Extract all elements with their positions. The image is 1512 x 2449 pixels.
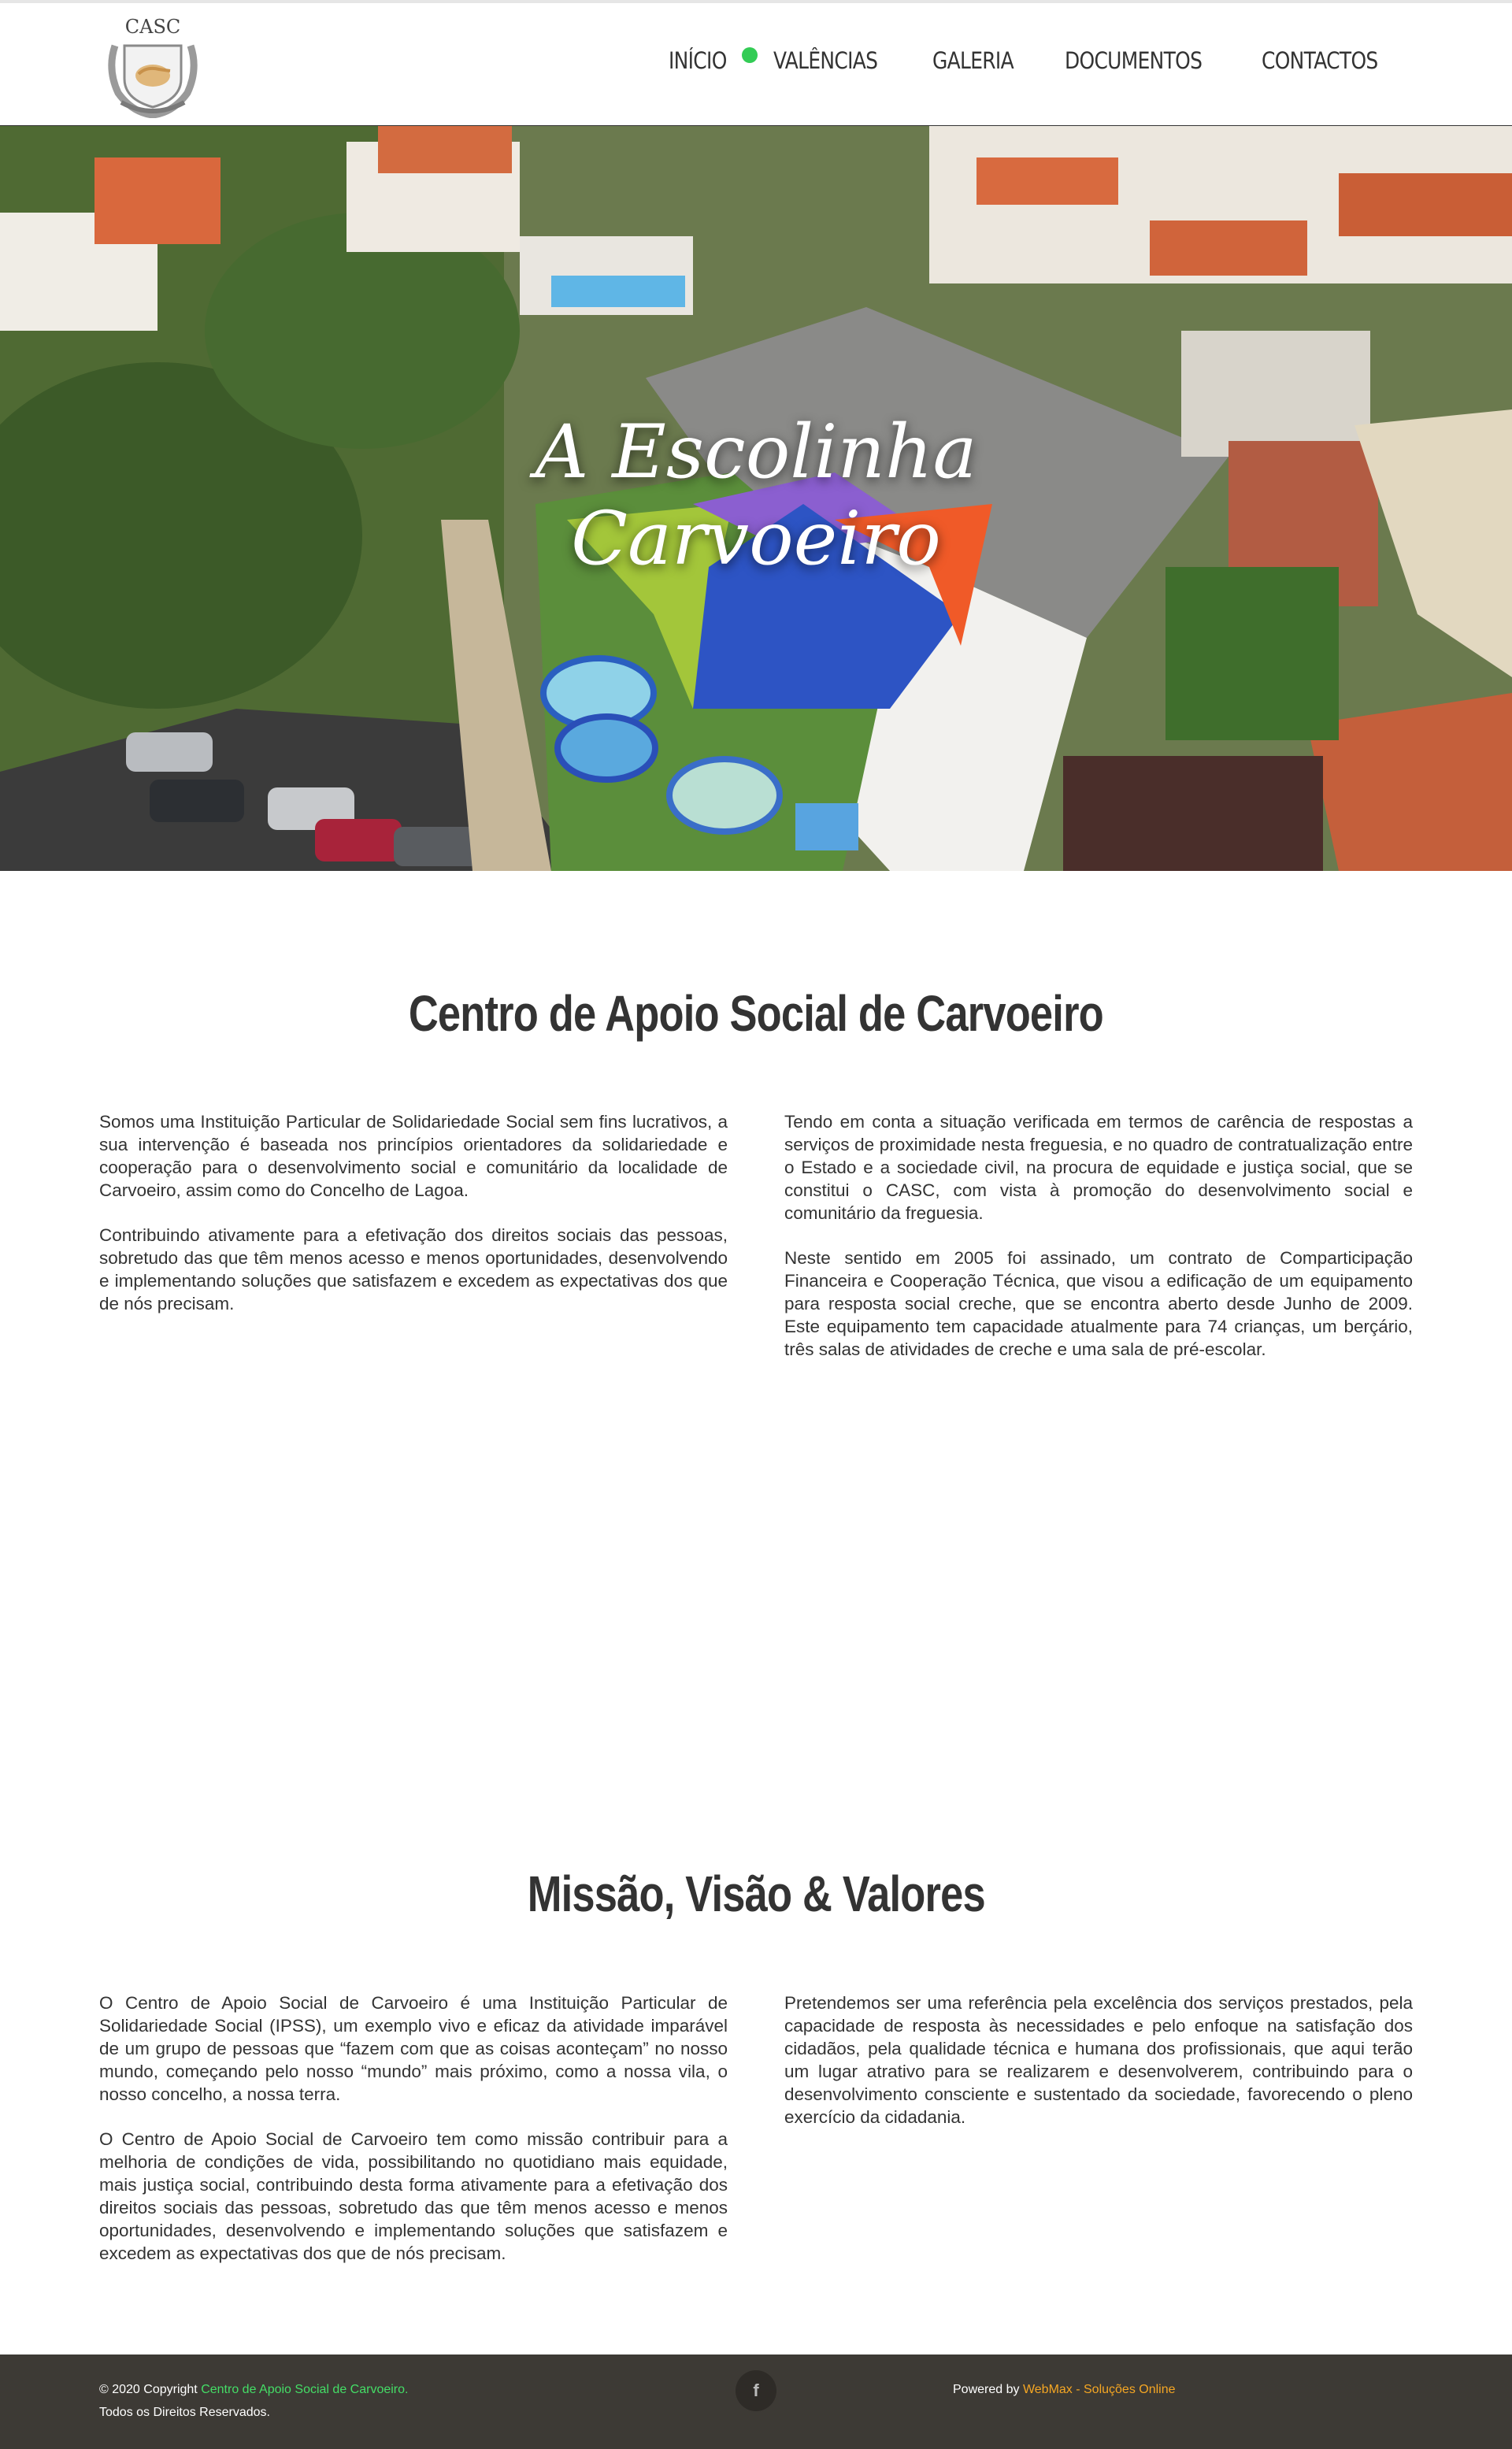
copyright-prefix: © 2020 Copyright [99, 2383, 198, 2396]
hero-banner [0, 126, 1512, 871]
mission-right-column [784, 1991, 1413, 2151]
hero-title-line-1: A Escolinha [535, 409, 977, 495]
footer-copyright [99, 2378, 408, 2424]
footer-powered-by [953, 2378, 1176, 2401]
about-paragraph: Somos uma Instituição Particular de Solidariedade Social sem fins lucrativos, a sua intervenção é baseada nos princípios orientadores da solidariedade e cooperação para o desenvolvimento social e comunitário da localidade de Carvoeiro, assim como do Concelho de Lagoa. [99, 1112, 728, 1200]
site-header [0, 0, 1512, 126]
about-paragraph: Tendo em conta a situação verificada em termos de carência de respostas a serviços de proximidade nesta freguesia, e no quadro de contratualização entre o Estado e a sociedade civil, na procura de equidade e justiça social, que se constitui o CASC, com vista à promoção do desenvolvimento social e comunitário da freguesia. [784, 1112, 1413, 1223]
about-paragraph: Neste sentido em 2005 foi assinado, um contrato de Comparticipação Financeira e Cooperação Técnica, que visou a edificação de um equipamento para resposta social creche, que se encontra aberto desde Junho de 2009. Este equipamento tem capacidade atualmente para 74 crianças, um berçário, três salas de atividades de creche e uma sala de pré-escolar. [784, 1248, 1413, 1359]
logo-text: CASC [124, 16, 181, 38]
about-right-column [784, 1110, 1413, 1383]
hero-title-line-2: Carvoeiro [571, 496, 941, 582]
mission-paragraph: Pretendemos ser uma referência pela excelência dos serviços prestados, pela capacidade de resposta às necessidades e pelo enfoque na satisfação dos cidadãos, pela qualidade técnica e humana dos profissionais, que aqui terão um lugar atrativo para se realizarem e desenvolverem, contribuindo para o desenvolvimento consciente e sustentado da sociedade, favorecendo o pleno exercício da cidadania. [784, 1993, 1413, 2127]
nav-item-galeria[interactable]: GALERIA [932, 47, 1014, 74]
mission-paragraph: O Centro de Apoio Social de Carvoeiro tem como missão contribuir para a melhoria de condições de vida, possibilitando no quotidiano mais equidade, mais justiça social, contribuindo desta forma ativamente para a efetivação dos direitos sociais das pessoas, sobretudo das que têm menos acesso e menos oportunidades, desenvolvendo e implementando soluções que satisfazem e excedem as expectativas dos que de nós precisam. [99, 2129, 728, 2263]
nav-item-valencias[interactable]: VALÊNCIAS [773, 47, 878, 74]
mission-title: Missão, Visão & Valores [527, 1865, 985, 1922]
webmax-link[interactable]: WebMax - Soluções Online [1022, 2383, 1176, 2396]
rights-text: Todos os Direitos Reservados. [99, 2406, 270, 2419]
mission-paragraph: O Centro de Apoio Social de Carvoeiro é uma Instituição Particular de Solidariedade Social (IPSS), um exemplo vivo e eficaz da atividade imparável de um grupo de pessoas que “fazem com que as coisas aconteçam” no nosso mundo, começando pelo nosso “mundo” mais próximo, como a nossa vila, o nosso concelho, a nossa terra. [99, 1993, 728, 2104]
nav-item-inicio[interactable]: INÍCIO [668, 47, 727, 74]
about-paragraph: Contribuindo ativamente para a efetivação dos direitos sociais das pessoas, sobretudo das que têm menos acesso e menos oportunidades, desenvolvendo e implementando soluções que satisfazem e excedem as expectativas dos que de nós precisam. [99, 1225, 728, 1313]
about-left-column [99, 1110, 728, 1337]
mission-left-column [99, 1991, 728, 2287]
main-nav [669, 47, 1397, 74]
nav-item-documentos[interactable]: DOCUMENTOS [1064, 47, 1203, 74]
hero-title [0, 409, 1512, 583]
copyright-link[interactable]: Centro de Apoio Social de Carvoeiro. [201, 2383, 409, 2396]
about-title: Centro de Apoio Social de Carvoeiro [408, 985, 1104, 1042]
powered-prefix: Powered by [953, 2383, 1020, 2396]
site-logo[interactable] [101, 14, 205, 118]
nav-item-contactos[interactable]: CONTACTOS [1262, 47, 1378, 74]
site-footer [0, 2355, 1512, 2449]
facebook-icon[interactable]: f [736, 2370, 776, 2411]
